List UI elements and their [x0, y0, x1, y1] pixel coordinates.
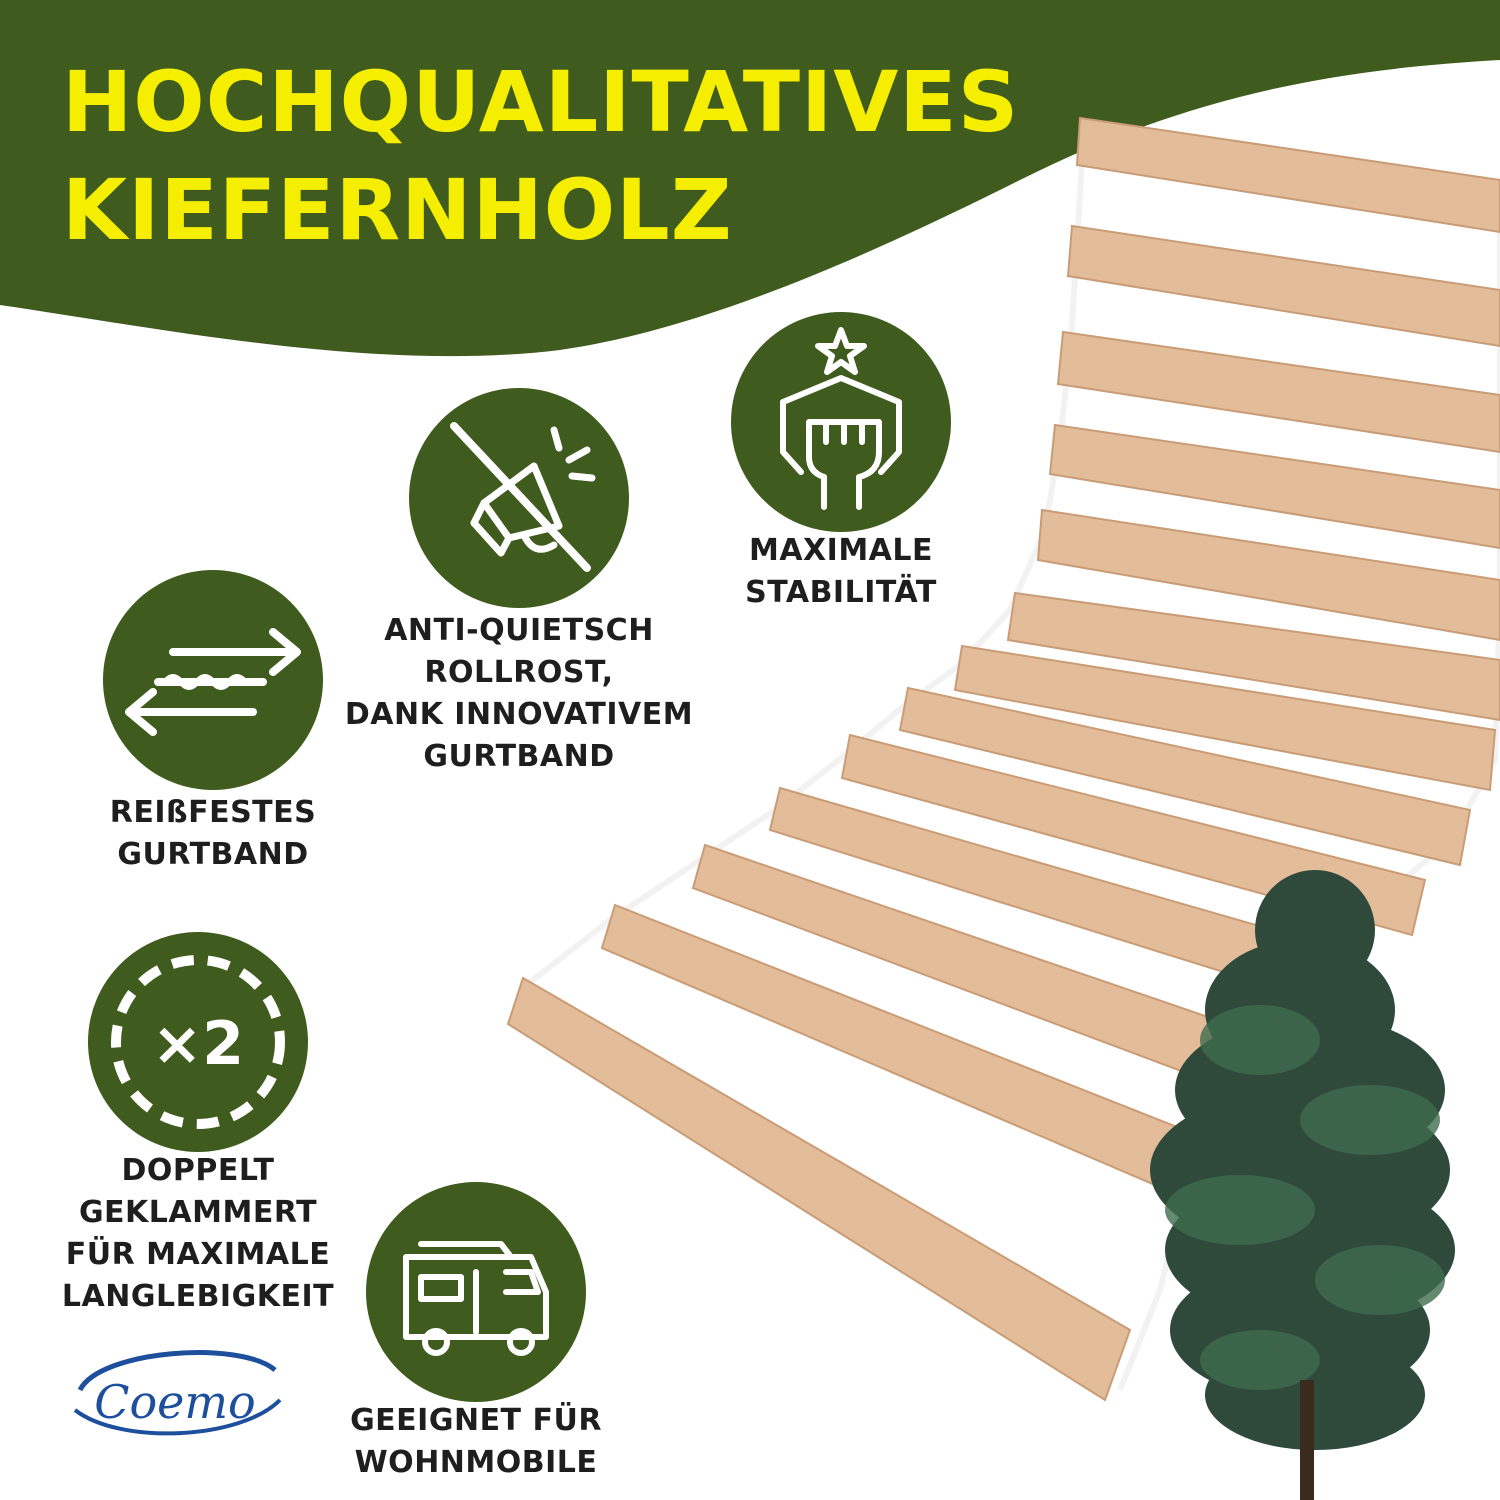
- feature-label-line: DANK INNOVATIVEM: [344, 697, 694, 732]
- feature-label-line: LANGLEBIGKEIT: [61, 1279, 335, 1314]
- feature-double-clamped-label: [48, 1150, 348, 1318]
- feature-label-line: WOHNMOBILE: [354, 1445, 598, 1480]
- camper-van-icon: [366, 1182, 586, 1402]
- feature-label-line: REIßFESTES: [109, 795, 317, 830]
- wave-double-arrow-icon: [103, 570, 323, 790]
- feature-anti-squeak-label: [329, 610, 709, 778]
- feature-tearproof-badge: [103, 570, 323, 790]
- headline-line-2: KIEFERNHOLZ: [62, 161, 733, 259]
- fist-star-icon: [731, 312, 951, 532]
- feature-anti-squeak-badge: [409, 388, 629, 608]
- feature-label-line: GURTBAND: [117, 837, 309, 872]
- feature-label-line: STABILITÄT: [745, 575, 937, 610]
- x2-text: ×2: [151, 1009, 245, 1079]
- feature-label-line: DOPPELT: [121, 1153, 275, 1188]
- feature-label-line: GURTBAND: [423, 739, 615, 774]
- x2-dashed-circle-icon: [88, 932, 308, 1152]
- coemo-logo: [60, 1340, 290, 1450]
- headline-line-1: HOCHQUALITATIVES: [62, 53, 1020, 151]
- brand-logo-text: Coemo: [94, 1375, 256, 1429]
- feature-label-line: GEEIGNET FÜR: [350, 1403, 602, 1438]
- no-squeak-megaphone-icon: [409, 388, 629, 608]
- feature-tearproof-label: [83, 792, 343, 876]
- feature-stability-badge: [731, 312, 951, 532]
- feature-camper-label: [326, 1400, 626, 1484]
- feature-label-line: ROLLROST,: [424, 655, 614, 690]
- feature-label-line: ANTI-QUIETSCH: [384, 613, 654, 648]
- feature-stability-label: [691, 530, 991, 614]
- feature-label-line: FÜR MAXIMALE: [65, 1237, 331, 1272]
- feature-label-line: GEKLAMMERT: [78, 1195, 318, 1230]
- feature-camper-badge: [366, 1182, 586, 1402]
- feature-label-line: MAXIMALE: [748, 533, 934, 568]
- feature-double-clamped-badge: [88, 932, 308, 1152]
